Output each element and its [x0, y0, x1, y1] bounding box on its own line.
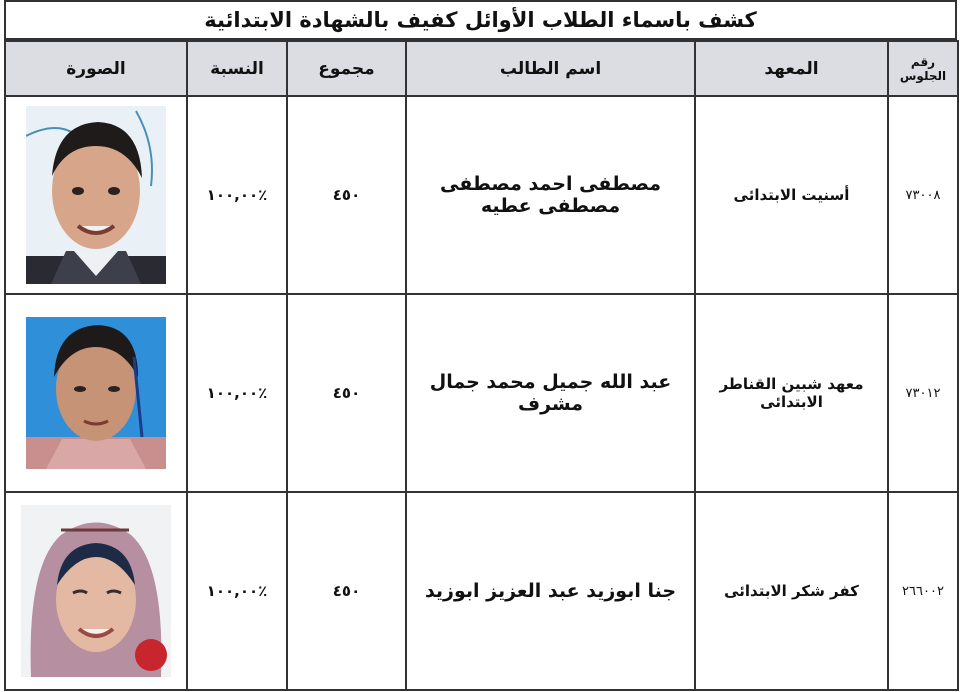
table-row — [5, 96, 958, 294]
results-sheet — [4, 0, 957, 692]
seat-number: ٧٣٠٠٨ — [888, 96, 958, 294]
institute-name: كفر شكر الابتدائى — [695, 492, 888, 690]
header-name: اسم الطالب — [406, 41, 695, 96]
header-total: مجموع — [287, 41, 406, 96]
students-table — [4, 40, 959, 691]
photo-cell — [5, 294, 187, 492]
percentage: ٪١٠٠,٠٠ — [187, 294, 287, 492]
student-name: مصطفى احمد مصطفى مصطفى عطيه — [406, 96, 695, 294]
photo-cell — [5, 492, 187, 690]
institute-name: أسنيت الابتدائى — [695, 96, 888, 294]
student-photo — [26, 317, 166, 469]
student-photo — [21, 505, 171, 677]
percentage: ٪١٠٠,٠٠ — [187, 492, 287, 690]
seat-number: ٢٦٦٠٠٢ — [888, 492, 958, 690]
table-row — [5, 492, 958, 690]
table-row — [5, 294, 958, 492]
header-institute: المعهد — [695, 41, 888, 96]
total-score: ٤٥٠ — [287, 96, 406, 294]
header-photo: الصورة — [5, 41, 187, 96]
student-photo — [26, 106, 166, 284]
header-seat: رقم الجلوس — [888, 41, 958, 96]
total-score: ٤٥٠ — [287, 492, 406, 690]
student-name: جنا ابوزيد عبد العزيز ابوزيد — [406, 492, 695, 690]
photo-cell — [5, 96, 187, 294]
page-title: كشف باسماء الطلاب الأوائل كفيف بالشهادة الابتدائية — [4, 0, 957, 40]
header-percent: النسبة — [187, 41, 287, 96]
seat-number: ٧٣٠١٢ — [888, 294, 958, 492]
table-header-row — [5, 41, 958, 96]
institute-name: معهد شبين القناطر الابتدائى — [695, 294, 888, 492]
student-name: عبد الله جميل محمد جمال مشرف — [406, 294, 695, 492]
percentage: ٪١٠٠,٠٠ — [187, 96, 287, 294]
total-score: ٤٥٠ — [287, 294, 406, 492]
